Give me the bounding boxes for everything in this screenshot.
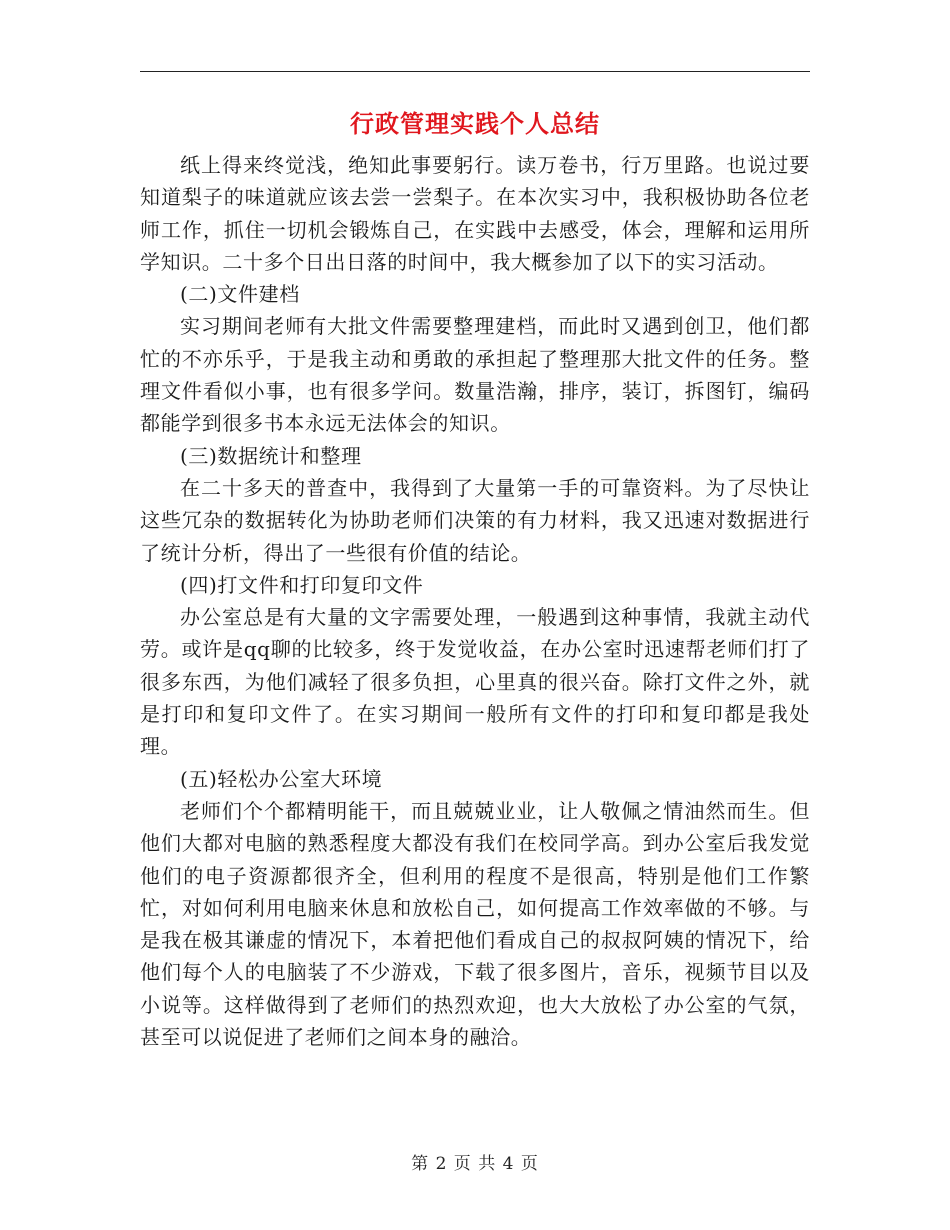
statistics-paragraph: 在二十多天的普查中，我得到了大量第一手的可靠资料。为了尽快让这些冗杂的数据转化为协助老师们决策的有力材料，我又迅速对数据进行了统计分析，得出了一些很有价值的结论。	[140, 475, 810, 565]
office-environment-paragraph: 老师们个个都精明能干，而且兢兢业业，让人敬佩之情油然而生。但他们大都对电脑的熟悉程度大都没有我们在校同学高。到办公室后我发觉他们的电子资源都很齐全，但利用的程度不是很高，特别是他们工作繁忙，对如何利用电脑来休息和放松自己，如何提高工作效率做的不够。与是我在极其谦虚的情况下，本着把他们看成自己的叔叔阿姨的情况下，给他们每个人的电脑装了不少游戏，下载了很多图片，音乐，视频节目以及小说等。这样做得到了老师们的热烈欢迎，也大大放松了办公室的气氛，甚至可以说促进了老师们之间本身的融洽。	[140, 798, 810, 1050]
printing-paragraph: 办公室总是有大量的文字需要处理，一般遇到这种事情，我就主动代劳。或许是qq聊的比较多，终于发觉收益，在办公室时迅速帮老师们打了很多东西，为他们减轻了很多负担，心里真的很兴奋。除打文件之外，就是打印和复印文件了。在实习期间一般所有文件的打印和复印都是我处理。	[140, 605, 810, 759]
section-heading-office-environment: (五)轻松办公室大环境	[180, 766, 383, 791]
section-heading-filing: (二)文件建档	[180, 282, 300, 307]
document-title: 行政管理实践个人总结	[350, 110, 600, 138]
intro-paragraph: 纸上得来终觉浅，绝知此事要躬行。读万卷书，行万里路。也说过要知道梨子的味道就应该去尝一尝梨子。在本次实习中，我积极协助各位老师工作，抓住一切机会锻炼自己，在实践中去感受，体会，理解和运用所学知识。二十多个日出日落的时间中，我大概参加了以下的实习活动。	[140, 153, 810, 274]
section-heading-statistics: (三)数据统计和整理	[180, 443, 362, 468]
filing-paragraph: 实习期间老师有大批文件需要整理建档，而此时又遇到创卫，他们都忙的不亦乐乎，于是我主动和勇敢的承担起了整理那大批文件的任务。整理文件看似小事，也有很多学问。数量浩瀚，排序，装订，拆图钉，编码都能学到很多书本永远无法体会的知识。	[140, 314, 810, 436]
page-number-footer: 第 2 页 共 4 页	[411, 1154, 539, 1174]
section-heading-printing: (四)打文件和打印复印文件	[180, 572, 424, 597]
document-body	[140, 149, 810, 1053]
header-rule	[140, 71, 810, 72]
